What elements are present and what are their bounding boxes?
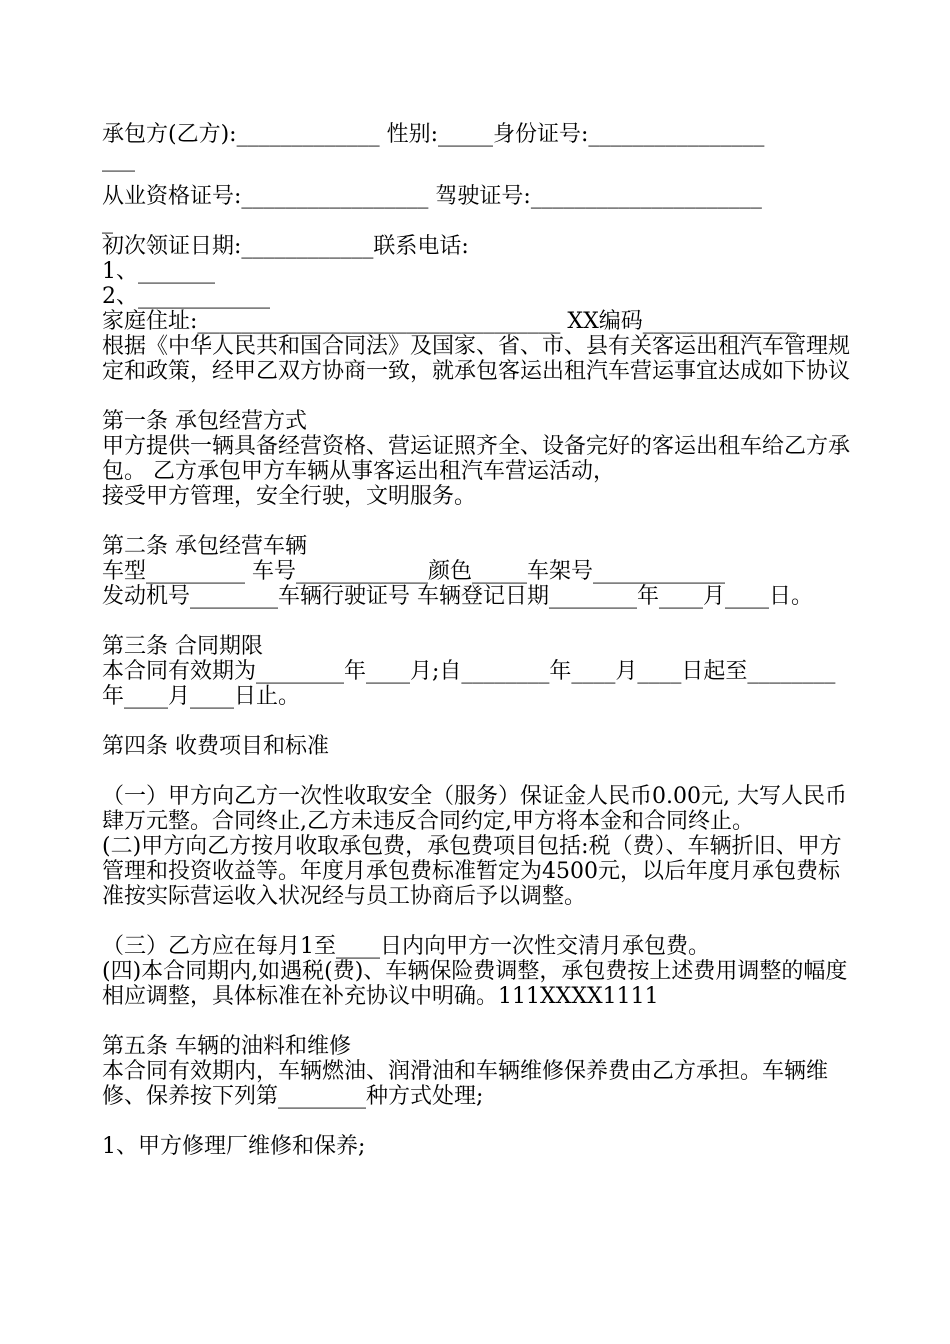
contract-document [102, 122, 854, 1159]
fee-clause-2: (二)甲方向乙方按月收取承包费，承包费项目包括:税（费）、车辆折旧、甲方管理和投资收益等。年度月承包费标准暂定为4500元，以后年度月承包费标准按实际营运收入状况经与员工协商后予以调整。 [102, 834, 842, 909]
license-info-line-cont: _ [102, 209, 113, 234]
article-5-title: 第五条 车辆的油料和维修 [102, 1034, 351, 1059]
fee-clause-3: （三）乙方应在每月1至____日内向甲方一次性交清月承包费。 [102, 934, 710, 959]
phone-1-line: 1、_______ [102, 259, 215, 284]
first-license-date-line: 初次领证日期:____________联系电话: [102, 234, 469, 259]
fee-clause-1: （一）甲方向乙方一次性收取安全（服务）保证金人民币0.00元, 大写人民币肆万元整。合同终止,乙方未违反合同约定,甲方将本金和合同终止。 [102, 784, 847, 834]
vehicle-engine-paragraph: 发动机号________车辆行驶证号 车辆登记日期________年____月____日。 [102, 584, 813, 609]
contract-term-paragraph: 本合同有效期为________年____月;自________年____月____日起至________年____月____日止。 [102, 659, 836, 709]
home-address-line: 家庭住址:_________________________________ XX编码______________ [102, 309, 797, 334]
article-2-title: 第二条 承包经营车辆 [102, 534, 307, 559]
article-3-title: 第三条 合同期限 [102, 634, 263, 659]
contractor-info-line: 承包方(乙方):_____________ 性别:_____身份证号:________________ [102, 122, 765, 147]
article-4-title: 第四条 收费项目和标准 [102, 734, 329, 759]
article-1-title: 第一条 承包经营方式 [102, 409, 307, 434]
maintenance-paragraph: 本合同有效期内，车辆燃油、润滑油和车辆维修保养费由乙方承担。车辆维修、保养按下列第________种方式处理; [102, 1059, 829, 1109]
article-1-paragraph-2: 接受甲方管理，安全行驶，文明服务。 [102, 484, 477, 509]
vehicle-info-line: 车型_________ 车号____________颜色_____车架号____________ [102, 559, 725, 584]
license-info-line: 从业资格证号:_________________ 驾驶证号:_____________________ [102, 184, 762, 209]
article-1-paragraph: 甲方提供一辆具备经营资格、营运证照齐全、设备完好的客运出租车给乙方承包。 乙方承包甲方车辆从事客运出租汽车营运活动， [102, 434, 851, 484]
phone-2-line: 2、____________ [102, 284, 270, 309]
maintenance-option-1: 1、甲方修理厂维修和保养; [102, 1134, 366, 1159]
intro-paragraph: 根据《中华人民共和国合同法》及国家、省、市、县有关客运出租汽车管理规定和政策，经甲乙双方协商一致，就承包客运出租汽车营运事宜达成如下协议 [102, 334, 851, 384]
fee-clause-4: (四)本合同期内,如遇税(费)、车辆保险费调整，承包费按上述费用调整的幅度相应调整，具体标准在补充协议中明确。111XXXX1111 [102, 959, 848, 1009]
contractor-info-line-cont: ___ [102, 147, 135, 172]
